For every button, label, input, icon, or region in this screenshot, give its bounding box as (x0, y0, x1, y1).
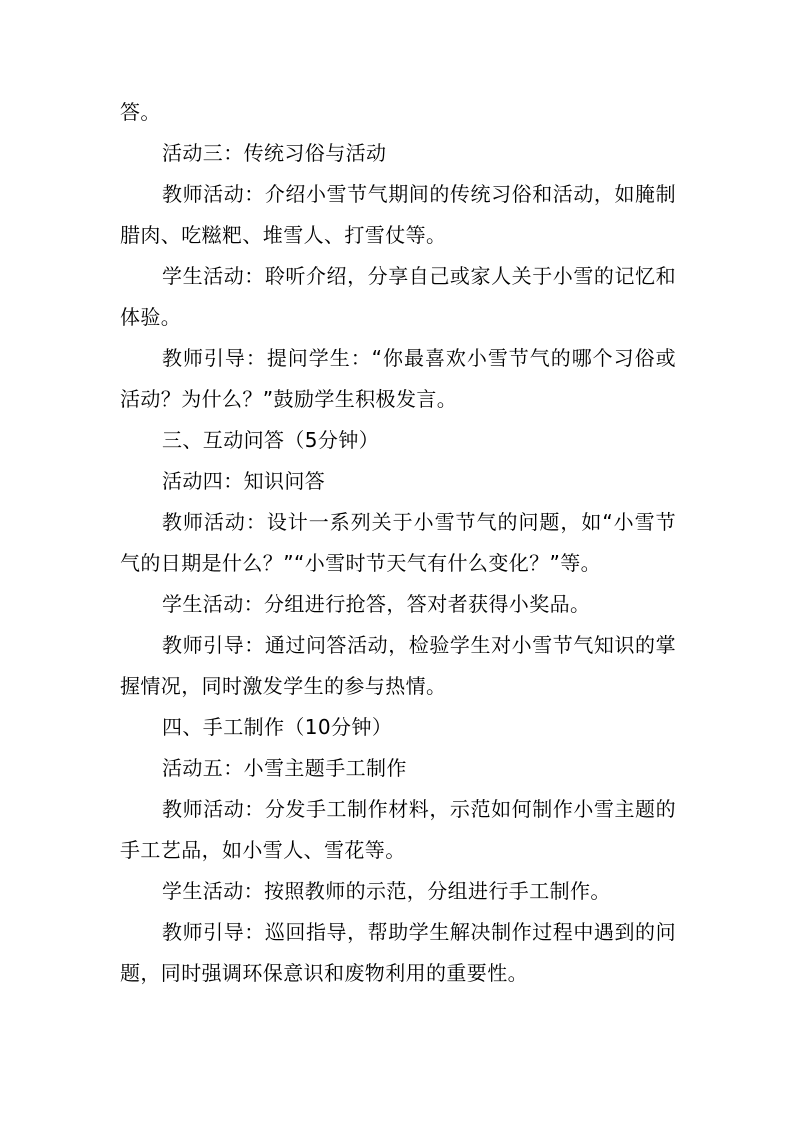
paragraph-continuation: 答。 (120, 100, 161, 124)
paragraph-teacher-guidance: 教师引导：巡回指导，帮助学生解决制作过程中遇到的问题，同时强调环保意识和废物利用的重要性。 (120, 920, 676, 985)
paragraph-teacher-activity: 教师活动：设计一系列关于小雪节气的问题，如“小雪节气的日期是什么？”“小雪时节天气有什么变化？”等。 (120, 510, 676, 575)
paragraph-teacher-guidance: 教师引导：通过问答活动，检验学生对小雪节气知识的掌握情况，同时激发学生的参与热情。 (120, 633, 676, 698)
document-page (120, 92, 676, 994)
paragraph-teacher-activity: 教师活动：分发手工制作材料，示范如何制作小雪主题的手工艺品，如小雪人、雪花等。 (120, 797, 676, 862)
activity-five-heading: 活动五：小雪主题手工制作 (162, 756, 407, 780)
section-four-heading: 四、手工制作（10分钟） (162, 715, 393, 739)
paragraph-student-activity: 学生活动：聆听介绍，分享自己或家人关于小雪的记忆和体验。 (120, 264, 676, 329)
paragraph-teacher-guidance: 教师引导：提问学生：“你最喜欢小雪节气的哪个习俗或活动？为什么？”鼓励学生积极发言。 (120, 346, 676, 411)
activity-four-heading: 活动四：知识问答 (162, 469, 326, 493)
section-three-heading: 三、互动问答（5分钟） (162, 428, 380, 452)
paragraph-student-activity: 学生活动：按照教师的示范，分组进行手工制作。 (162, 879, 611, 903)
paragraph-teacher-activity: 教师活动：介绍小雪节气期间的传统习俗和活动，如腌制腊肉、吃糍粑、堆雪人、打雪仗等。 (120, 182, 676, 247)
activity-three-heading: 活动三：传统习俗与活动 (162, 141, 387, 165)
paragraph-student-activity: 学生活动：分组进行抢答，答对者获得小奖品。 (162, 592, 591, 616)
